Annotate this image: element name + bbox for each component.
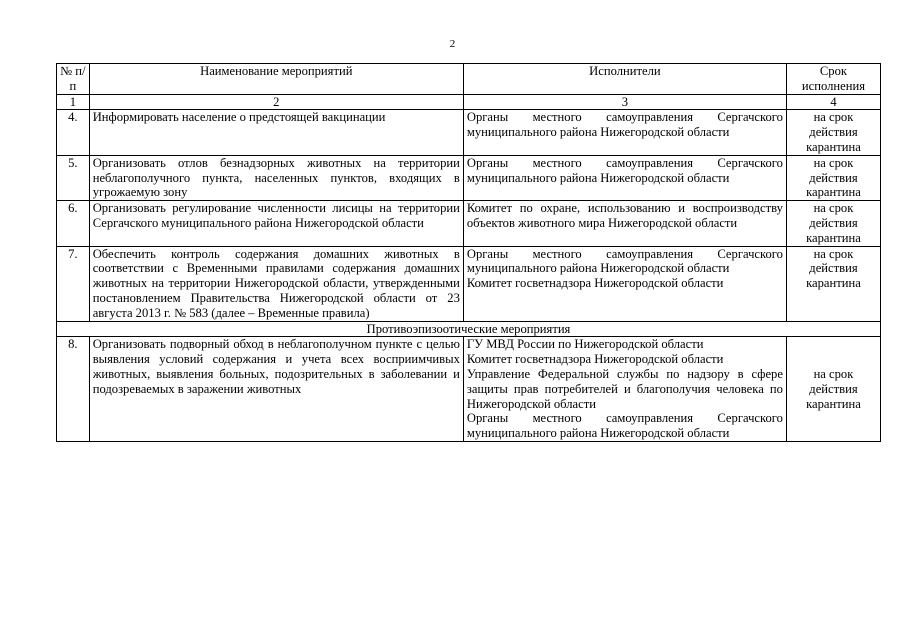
executors-cell xyxy=(463,201,786,246)
column-index: 2 xyxy=(89,94,463,110)
header-name: Наименование мероприятий xyxy=(89,64,463,95)
column-index-row xyxy=(57,94,881,110)
header-term: Срок исполнения xyxy=(786,64,880,95)
page-number: 2 xyxy=(449,38,456,50)
table-row xyxy=(57,155,881,200)
executor: Комитет госветнадзора Нижегородской области xyxy=(466,352,724,367)
executors-cell xyxy=(463,155,786,200)
row-number: 8. xyxy=(57,337,90,442)
table-row xyxy=(57,201,881,246)
column-index: 3 xyxy=(463,94,786,110)
table-row xyxy=(57,246,881,321)
row-number: 6. xyxy=(57,201,90,246)
executor: Комитет по охране, использованию и воспроизводству объектов животного мира Нижегородской области xyxy=(466,201,783,230)
measure-name: Обеспечить контроль содержания домашних животных в соответствии с Временными правилами содержания домашних животных на территории Нижегородской области, утвержденными постановлением Правительства Нижегородской области от 23 августа 2013 г. № 583 (далее – Временные правила) xyxy=(89,246,463,321)
measure-name: Организовать регулирование численности лисицы на территории Сергачского муниципального района Нижегородской области xyxy=(89,201,463,246)
term-cell: на срок действия карантина xyxy=(786,246,880,321)
table-row xyxy=(57,337,881,442)
executor: Органы местного самоуправления Сергачского муниципального района Нижегородской области xyxy=(466,155,783,185)
header-executors: Исполнители xyxy=(463,64,786,95)
executors-cell xyxy=(463,246,786,321)
row-number: 4. xyxy=(57,110,90,155)
column-index: 4 xyxy=(786,94,880,110)
executor: Органы местного самоуправления Сергачского муниципального района Нижегородской области xyxy=(466,246,783,276)
executor: Органы местного самоуправления Сергачского муниципального района Нижегородской области xyxy=(466,411,783,441)
executors-cell xyxy=(463,337,786,442)
term-cell: на срок действия карантина xyxy=(786,110,880,155)
measure-name: Организовать подворный обход в неблагополучном пункте с целью выявления условий содержания и учета всех восприимчивых животных, выявления больных, подозрительных в заболевании и подозреваемых в заражении животных xyxy=(89,337,463,442)
header-num: № п/п xyxy=(57,64,90,95)
section-row xyxy=(57,321,881,337)
section-title: Противоэпизоотические мероприятия xyxy=(57,321,881,337)
executor: Комитет госветнадзора Нижегородской области xyxy=(466,276,724,291)
executor: ГУ МВД России по Нижегородской области xyxy=(466,337,704,352)
term-cell: на срок действия карантина xyxy=(786,155,880,200)
table-header-row xyxy=(57,64,881,95)
term-cell: на срок действия карантина xyxy=(786,201,880,246)
executors-cell xyxy=(463,110,786,155)
row-number: 5. xyxy=(57,155,90,200)
row-number: 7. xyxy=(57,246,90,321)
measure-name: Организовать отлов безнадзорных животных на территории неблагополучного пункта, населенных пунктов, входящих в угрожаемую зону xyxy=(89,155,463,200)
measures-table xyxy=(56,63,881,442)
table-row xyxy=(57,110,881,155)
term-cell: на срок действия карантина xyxy=(786,337,880,442)
column-index: 1 xyxy=(57,94,90,110)
executor: Управление Федеральной службы по надзору в сфере защиты прав потребителей и благополучия человека по Нижегородской области xyxy=(466,366,783,411)
executor: Органы местного самоуправления Сергачского муниципального района Нижегородской области xyxy=(466,110,783,140)
measure-name: Информировать население о предстоящей вакцинации xyxy=(89,110,463,155)
